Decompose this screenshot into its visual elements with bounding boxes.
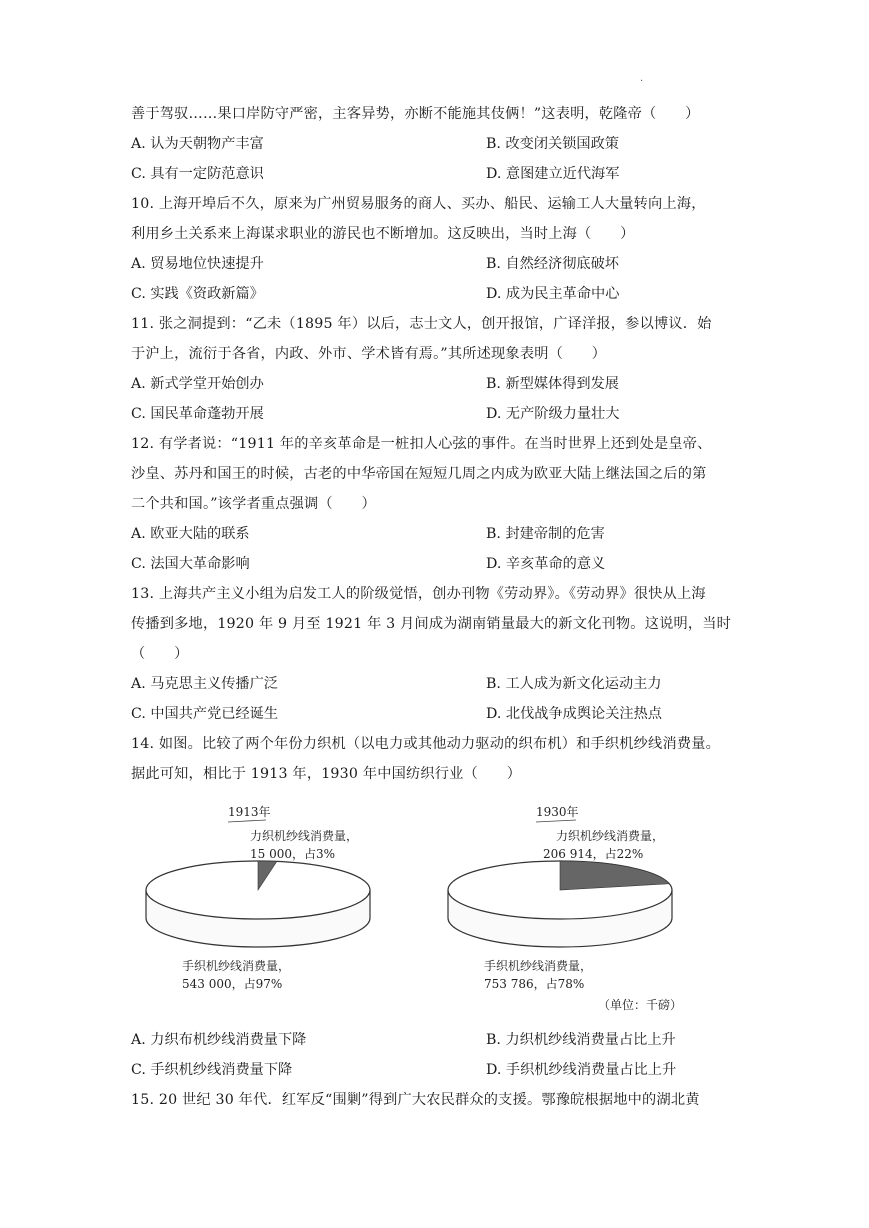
q11-option-a[interactable]: A. 新式学堂开始创办	[131, 376, 264, 392]
q10-option-c[interactable]: C. 实践《资政新篇》	[131, 286, 264, 302]
pie-chart-figure	[138, 798, 738, 1020]
q12-option-d[interactable]: D. 辛亥革命的意义	[486, 556, 606, 572]
q11-stem-line-1: 11. 张之洞提到：“乙未（1895 年）以后，志士文人，创开报馆，广译洋报，参以博议．始	[131, 316, 712, 332]
q10-stem-line-1: 10. 上海开埠后不久，原来为广州贸易服务的商人、买办、船民、运输工人大量转向上海，	[131, 196, 706, 212]
chart-1913-hand-label-value: 543 000，占97%	[182, 977, 283, 991]
q13-stem-line-1: 13. 上海共产主义小组为启发工人的阶级觉悟，创办刊物《劳动界》。《劳动界》很快从上海	[131, 586, 706, 602]
q12-option-a[interactable]: A. 欧亚大陆的联系	[131, 526, 250, 542]
q13-option-b[interactable]: B. 工人成为新文化运动主力	[486, 676, 662, 692]
q13-stem-line-3: （ ）	[131, 646, 189, 662]
q10-option-b[interactable]: B. 自然经济彻底破坏	[486, 256, 619, 272]
q12-stem-line-2: 沙皇、苏丹和国王的时候，古老的中华帝国在短短几周之内成为欧亚大陆上继法国之后的第	[131, 466, 707, 482]
pie-chart-1930	[448, 804, 672, 991]
chart-1930-year-label: 1930年	[536, 805, 579, 819]
chart-1913-power-label-value: 15 000，占3%	[250, 847, 336, 861]
chart-1930-hand-label-name: 手织机纱线消费量，	[484, 959, 593, 973]
q14-stem-line-2: 据此可知，相比于 1913 年，1930 年中国纺织行业（ ）	[131, 766, 522, 782]
q12-stem-line-3: 二个共和国。”该学者重点强调（ ）	[131, 496, 376, 512]
q12-stem-line-1: 12. 有学者说：“1911 年的辛亥革命是一桩扣人心弦的事件。在当时世界上还到处是皇帝、	[131, 436, 712, 452]
q11-option-b[interactable]: B. 新型媒体得到发展	[486, 376, 619, 392]
q14-option-c[interactable]: C. 手织机纱线消费量下降	[131, 1062, 293, 1078]
pie-chart-1913	[146, 804, 370, 991]
q14-option-b[interactable]: B. 力织机纱线消费量占比上升	[486, 1032, 676, 1048]
q10-option-a[interactable]: A. 贸易地位快速提升	[131, 256, 264, 272]
q14-option-d[interactable]: D. 手织机纱线消费量占比上升	[486, 1062, 677, 1078]
q9-option-a[interactable]: A. 认为天朝物产丰富	[131, 136, 264, 152]
q12-option-b[interactable]: B. 封建帝制的危害	[486, 526, 605, 542]
q9-option-d[interactable]: D. 意图建立近代海军	[486, 166, 620, 182]
header-mark: ·	[640, 76, 644, 87]
q9-stem: 善于驾驭……果口岸防守严密，主客异势，亦断不能施其伎俩！”这表明，乾隆帝（ ）	[131, 106, 700, 122]
q10-option-d[interactable]: D. 成为民主革命中心	[486, 286, 620, 302]
chart-unit-label: （单位：千磅）	[598, 998, 683, 1012]
q13-option-d[interactable]: D. 北伐战争成舆论关注热点	[486, 706, 662, 722]
q13-option-a[interactable]: A. 马克思主义传播广泛	[131, 676, 278, 692]
q13-option-c[interactable]: C. 中国共产党已经诞生	[131, 706, 279, 722]
q9-option-b[interactable]: B. 改变闭关锁国政策	[486, 136, 619, 152]
q13-stem-line-2: 传播到多地，1920 年 9 月至 1921 年 3 月间成为湖南销量最大的新文化刊物。这说明，当时	[131, 616, 732, 632]
q12-option-c[interactable]: C. 法国大革命影响	[131, 556, 250, 572]
q10-stem-line-2: 利用乡土关系来上海谋求职业的游民也不断增加。这反映出，当时上海（ ）	[131, 226, 635, 242]
q9-option-c[interactable]: C. 具有一定防范意识	[131, 166, 264, 182]
chart-1913-power-label-name: 力织机纱线消费量，	[250, 829, 359, 843]
q14-stem-line-1: 14. 如图。比较了两个年份力织机（以电力或其他动力驱动的织布机）和手织机纱线消费量。	[131, 736, 720, 752]
chart-1930-power-label-name: 力织机纱线消费量，	[556, 829, 665, 843]
q15-stem-line-1: 15. 20 世纪 30 年代．红军反“围剿”得到广大农民群众的支援。鄂豫皖根据地中的湖北黄	[131, 1092, 700, 1108]
chart-1930-power-label-value: 206 914，占22%	[543, 847, 644, 861]
q11-option-c[interactable]: C. 国民革命蓬勃开展	[131, 406, 264, 422]
chart-1913-year-label: 1913年	[228, 805, 271, 819]
q14-option-a[interactable]: A. 力织布机纱线消费量下降	[131, 1032, 307, 1048]
chart-1930-hand-label-value: 753 786，占78%	[484, 977, 585, 991]
q11-stem-line-2: 于沪上，流衍于各省，内政、外市、学术皆有焉。”其所述现象表明（ ）	[131, 346, 607, 362]
chart-1913-hand-label-name: 手织机纱线消费量，	[182, 959, 291, 973]
q11-option-d[interactable]: D. 无产阶级力量壮大	[486, 406, 620, 422]
